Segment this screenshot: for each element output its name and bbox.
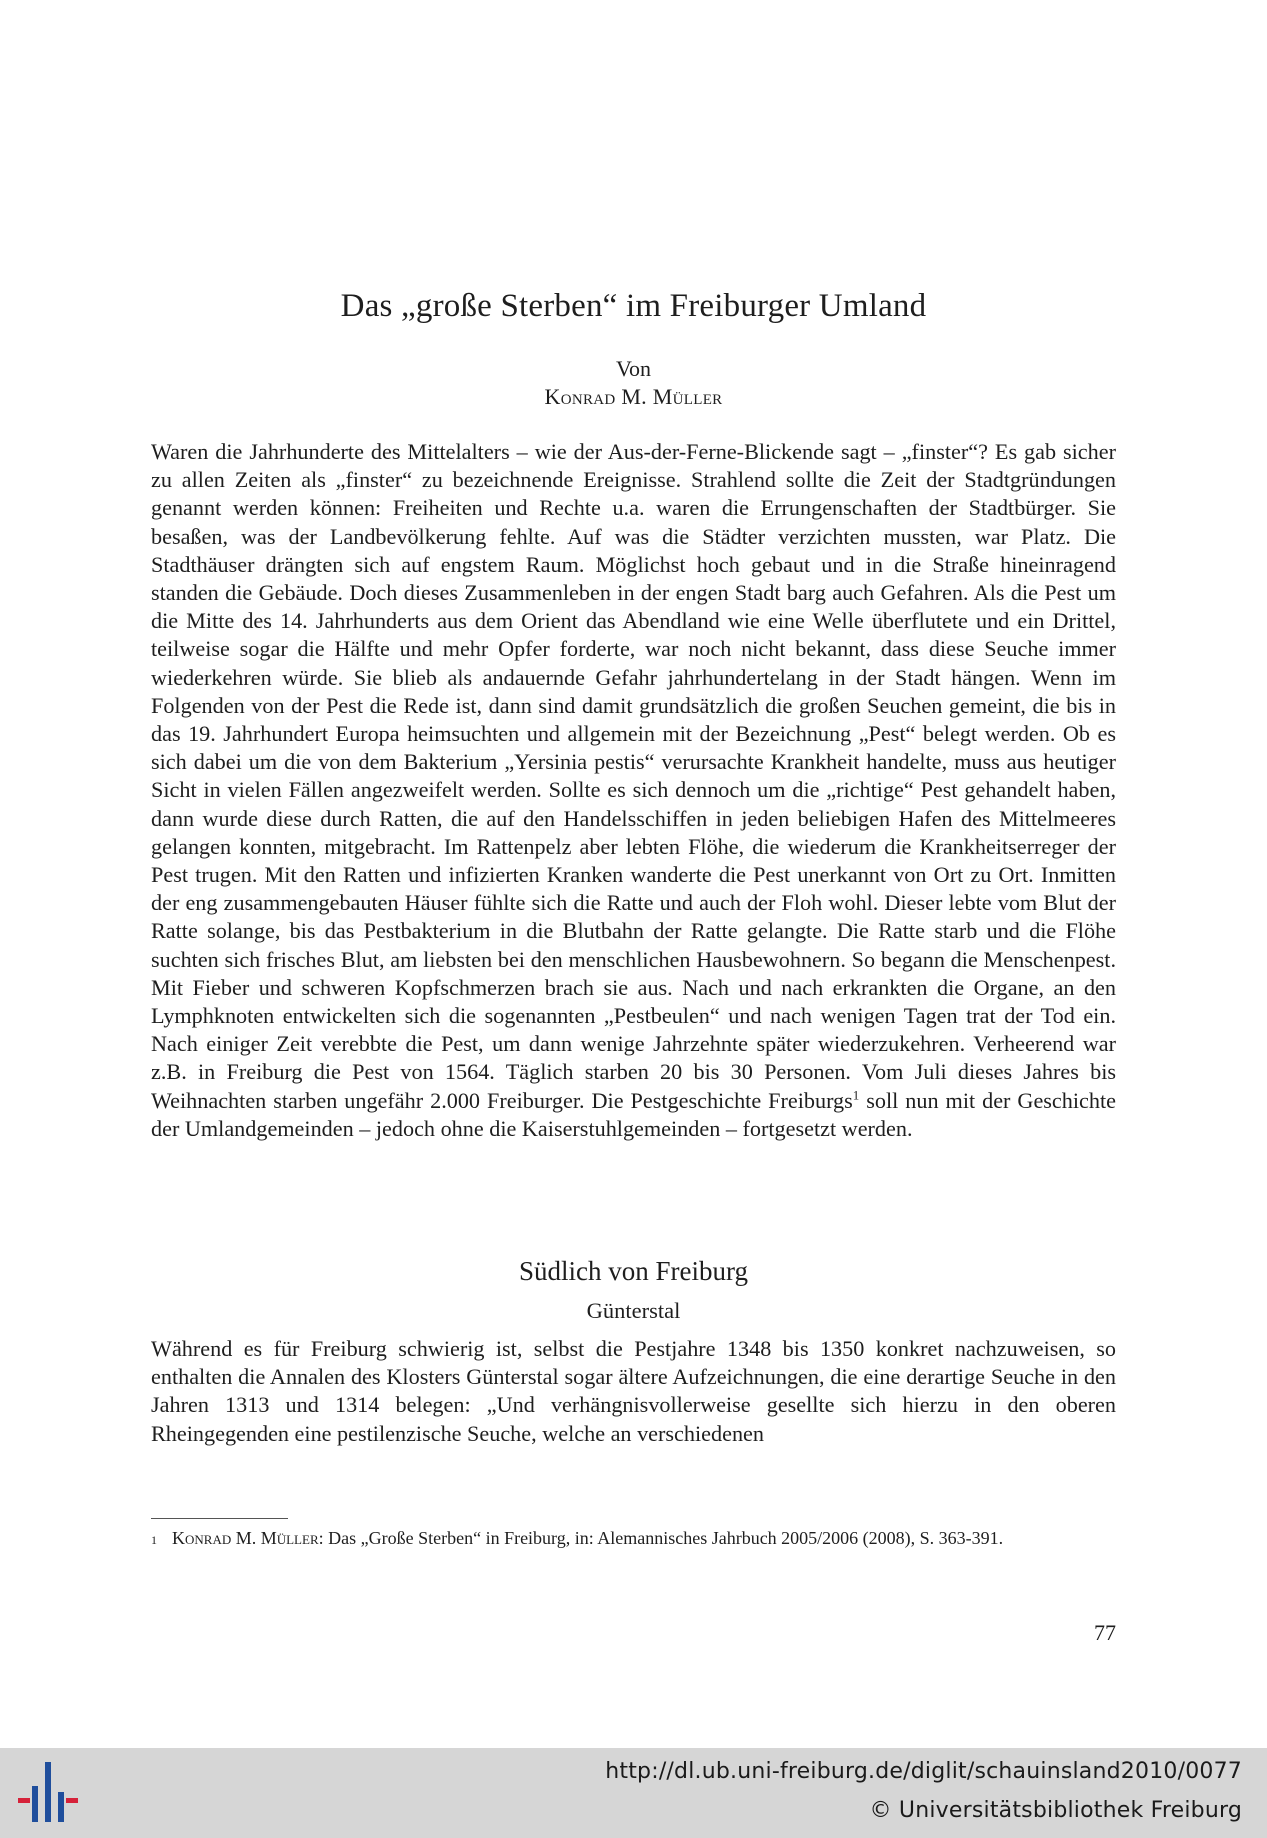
article-title: Das „große Sterben“ im Freiburger Umland — [340, 288, 927, 324]
intro-paragraph — [151, 438, 1116, 1143]
footnote — [151, 1527, 1116, 1550]
footer-url-link[interactable]: http://dl.ub.uni-freiburg.de/diglit/schauinsland2010/0077 — [605, 1759, 1242, 1784]
byline-prefix: Von — [615, 356, 652, 381]
intro-text-b: soll nun mit der Geschichte der Umlandgemeinden – jedoch ohne die Kaiserstuhlgemeinden – fortgesetzt werden. — [151, 1087, 1116, 1141]
library-logo-icon — [18, 1762, 78, 1822]
intro-text-a: Waren die Jahrhunderte des Mittelalters – wie der Aus-der-Ferne-Blickende sagt – „finster“? Es gab sicher zu allen Zeiten als „finster“ zu bezeichnende Ereignisse. Strahlend sollte die Zeit der Stadtgründungen genannt werden können: Freiheiten und Rechte u.a. waren die Errungenschaften der Stadtbürger. Sie besaßen, was der Landbevölkerung fehlte. Auf was die Städter verzichten mussten, war Platz. Die Stadthäuser drängten sich auf engstem Raum. Möglichst hoch gebaut und in die Straße hineinragend standen die Gebäude. Doch dieses Zusammenleben in der engen Stadt barg auch Gefahren. Als die Pest um die Mitte des 14. Jahrhunderts aus dem Orient das Abendland wie eine Welle überflutete und ein Drittel, teilweise sogar die Hälfte und mehr Opfer forderte, war noch nicht bekannt, dass diese Seuche immer wiederkehren würde. Sie blieb als andauernde Gefahr jahrhundertelang in der Stadt hängen. Wenn im Folgenden von der Pest die Rede ist, dann sind damit grundsätzlich die großen Seuchen gemeint, die bis in das 19. Jahrhundert Europa heimsuchten und allgemein mit der Bezeichnung „Pest“ belegt werden. Ob es sich dabei um die von dem Bakterium „Yersinia pestis“ verursachte Krankheit handelte, muss aus heutiger Sicht in vielen Fällen angezweifelt werden. Sollte es sich dennoch um die „richtige“ Pest gehandelt haben, dann wurde diese durch Ratten, die auf den Handelsschiffen in jeden beliebigen Hafen des Mittelmeeres gelangen konnten, mitgebracht. Im Rattenpelz aber lebten Flöhe, die wiederum die Krankheitserreger der Pest trugen. Mit den Ratten und infizierten Kranken wanderte die Pest unerkannt von Ort zu Ort. Inmitten der eng zusammengebauten Häuser fühlte sich die Ratte und auch der Floh wohl. Dieser lebte vom Blut der Ratte solange, bis das Pestbakterium in die Blutbahn der Ratte gelangte. Die Ratte starb und die Flöhe suchten sich frisches Blut, am liebsten bei den menschlichen Hausbewohnern. So begann die Menschenpest. Mit Fieber und schweren Kopfschmerzen brach sie aus. Nach und nach erkrankten die Organe, an den Lymphknoten entwickelten sich die sogenannten „Pestbeulen“ und nach wenigen Tagen trat der Tod ein. Nach einiger Zeit verebbte die Pest, um dann wenige Jahrzehnte später wiederzukehren. Verheerend war z.B. in Freiburg die Pest von 1564. Täglich starben 20 bis 30 Personen. Vom Juli dieses Jahres bis Weihnachten starben ungefähr 2.000 Freiburger. Die Pestgeschichte Freiburgs — [151, 439, 1116, 1113]
footnote-number: 1 — [151, 1533, 157, 1547]
footnote-author: Konrad M. Müller — [172, 1528, 319, 1548]
author-name: Konrad M. Müller — [544, 384, 723, 409]
section-heading: Südlich von Freiburg — [519, 1256, 748, 1286]
footer-bar — [0, 1748, 1267, 1838]
footnote-reference[interactable]: 1 — [852, 1087, 860, 1103]
footnote-divider — [151, 1518, 288, 1519]
footnote-text: : Das „Große Sterben“ in Freiburg, in: Alemannisches Jahrbuch 2005/2006 (2008), S. 363-391. — [318, 1528, 1004, 1548]
subsection-heading: Günterstal — [586, 1298, 681, 1323]
section-paragraph: Während es für Freiburg schwierig ist, selbst die Pestjahre 1348 bis 1350 konkret nachzuweisen, so enthalten die Annalen des Klosters Günterstal sogar ältere Aufzeichnungen, die eine derartige Seuche in den Jahren 1313 und 1314 belegen: „Und verhängnisvollerweise gesellte sich hierzu in den oberen Rheingegenden eine pestilenzische Seuche, welche an verschiedenen — [151, 1336, 1116, 1446]
footer-copyright: © Universitätsbibliothek Freiburg — [869, 1798, 1242, 1823]
page-number: 77 — [1094, 1620, 1116, 1645]
